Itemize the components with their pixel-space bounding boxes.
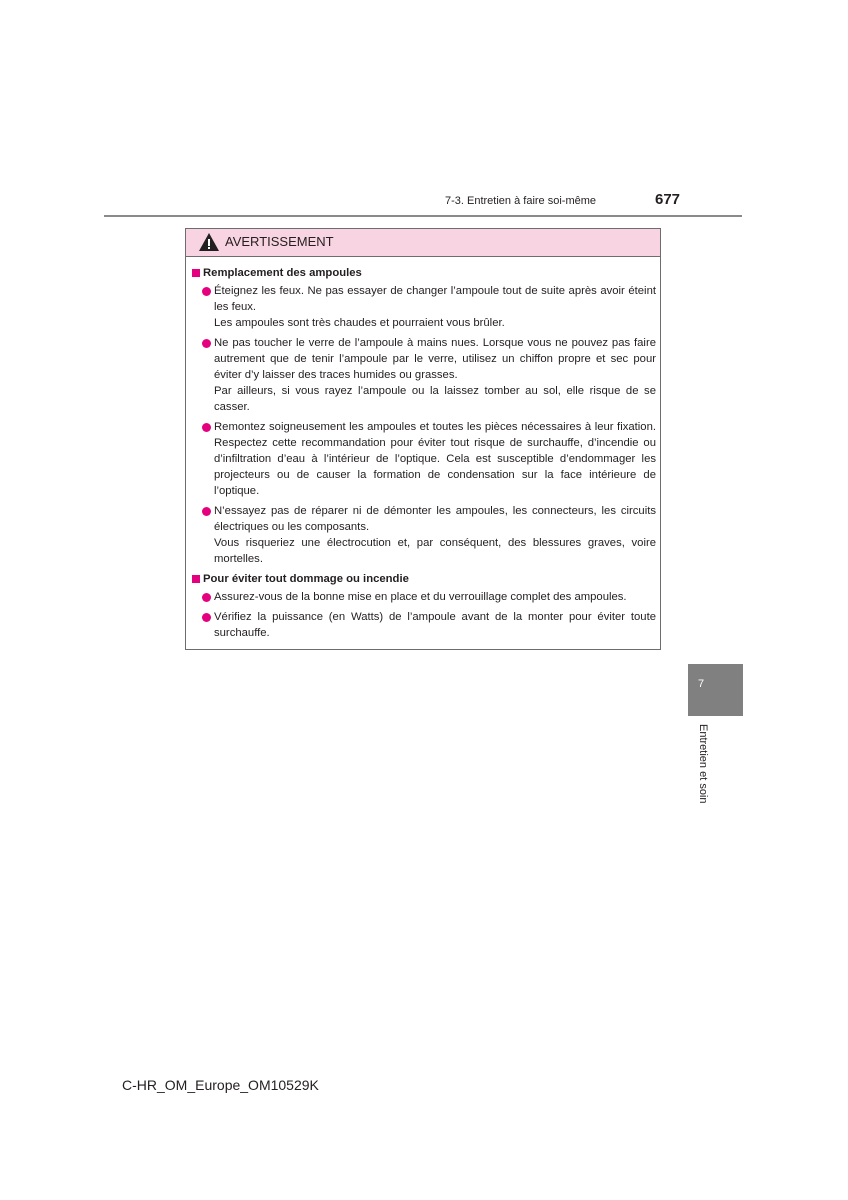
chapter-tab-number: 7 [698,678,705,690]
section-heading-text: Pour éviter tout dommage ou incendie [203,573,409,585]
list-item-text: Vous risqueriez une électrocution et, par conséquent, des blessures graves, voire mortelles. [214,537,656,565]
warning-title: AVERTISSEMENT [225,234,334,249]
bullet-dot-icon [202,423,211,432]
section-heading [191,265,656,281]
page-number: 677 [655,191,681,208]
list-item [191,609,656,641]
list-item-text: N’essayez pas de réparer ni de démonter les ampoules, les connecteurs, les circuits électriques ou les composants. [214,505,656,533]
bullet-dot-icon [202,287,211,296]
bullet-dot-icon [202,339,211,348]
list-item-text: Ne pas toucher le verre de l’ampoule à mains nues. Lorsque vous ne pouvez pas faire autrement que de tenir l’ampoule par le verre, utilisez un chiffon propre et sec pour éviter d’y laisser des traces humides ou grasses. [214,337,656,381]
footer-document-code: C-HR_OM_Europe_OM10529K [122,1077,319,1093]
list-item [191,419,656,499]
list-item-text: Remontez soigneusement les ampoules et toutes les pièces nécessaires à leur fixation. Respectez cette recommandation pour éviter tout risque de surchauffe, d’incendie ou d’infiltration d’eau à l’intérieur de l’optique. Cela est susceptible d’endommager les projecteurs ou de causer la formation de condensation sur la face intérieure de l’optique. [214,421,656,497]
section-heading-text: Remplacement des ampoules [203,267,362,279]
warning-box [185,228,661,650]
list-item-text: Les ampoules sont très chaudes et pourraient vous brûler. [214,317,505,329]
list-item-text: Vérifiez la puissance (en Watts) de l’ampoule avant de la monter pour éviter toute surchauffe. [214,611,656,639]
chapter-tab [688,664,743,716]
bullet-dot-icon [202,613,211,622]
header-rule [104,215,742,217]
list-item-text: Assurez-vous de la bonne mise en place et du verrouillage complet des ampoules. [214,591,627,603]
list-item [191,503,656,567]
section-heading [191,571,656,587]
warning-triangle-icon [198,232,220,252]
square-bullet-icon [192,269,200,277]
warning-body [186,257,660,641]
header-section-title: 7-3. Entretien à faire soi-même [445,195,597,207]
warning-header [186,229,660,257]
list-item [191,283,656,331]
square-bullet-icon [192,575,200,583]
list-item-text: Éteignez les feux. Ne pas essayer de changer l’ampoule tout de suite après avoir éteint les feux. [214,285,656,313]
list-item [191,589,656,605]
bullet-dot-icon [202,593,211,602]
bullet-dot-icon [202,507,211,516]
list-item-text: Par ailleurs, si vous rayez l’ampoule ou la laissez tomber au sol, elle risque de se casser. [214,385,656,413]
list-item [191,335,656,415]
chapter-tab-label: Entretien et soin [697,724,709,804]
